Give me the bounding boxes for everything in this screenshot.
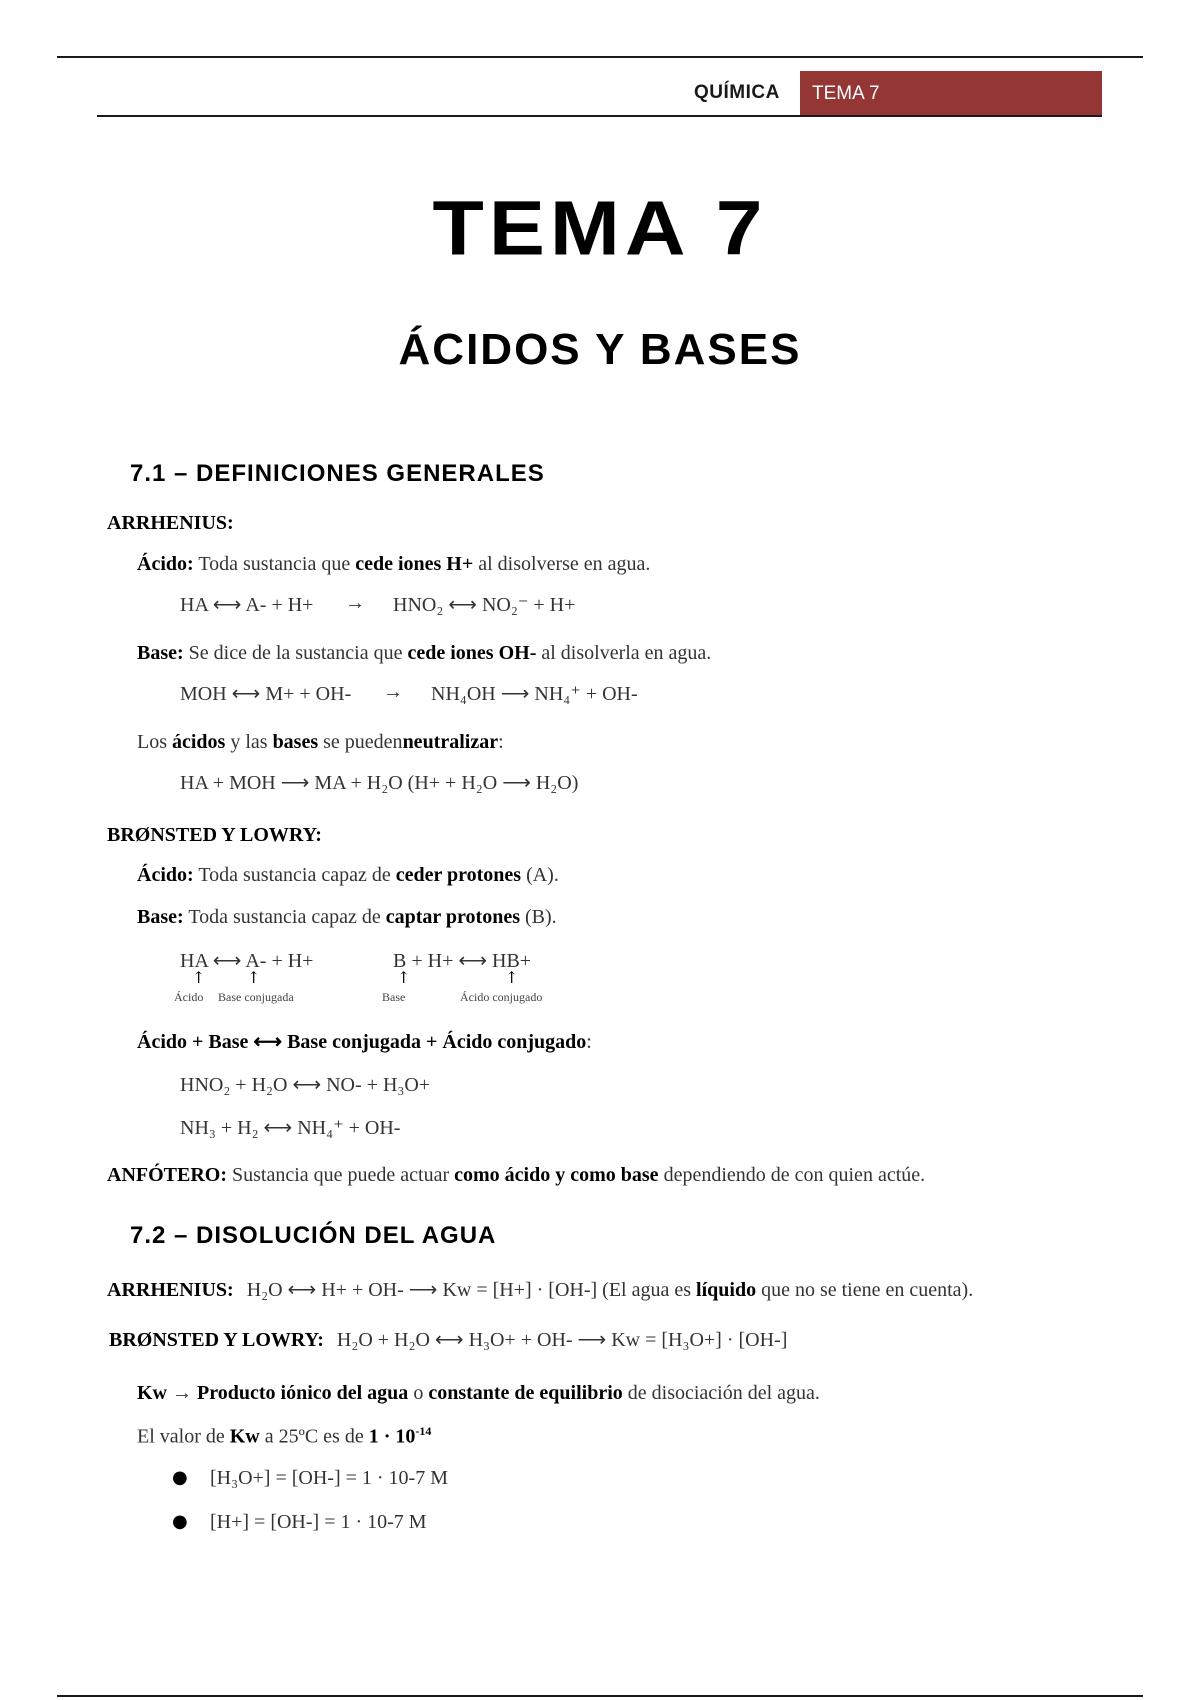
arrow-up-icon: ↑ [247, 968, 261, 987]
note-conjugate-acid: Ácido conjugado [460, 990, 543, 1004]
kw-value: El valor de Kw a 25ºC es de $1 \cdot 10^{-14}$ [137, 1424, 432, 1448]
neutralization-text: Los ácidos y las bases se puedenneutralizar: [137, 731, 504, 753]
page-title: TEMA 7 [432, 184, 768, 272]
arrhenius-base-definition: Base: Se dice de la sustancia que cede iones OH- al disolverla en agua. [137, 642, 712, 664]
arrow: → [345, 592, 365, 614]
arrow-up-icon: ↑ [505, 968, 519, 987]
bronsted-eq-acid: HA ⟷ A- + H+ [180, 950, 314, 972]
section-heading-7-2: 7.2 – DISOLUCIÓN DEL AGUA [130, 1222, 497, 1249]
header-rule [97, 115, 1102, 117]
bullet-item-1: [H₃O+] = [OH-] = 1 · 10-7 M [210, 1467, 448, 1489]
header-tema-tab [800, 71, 1102, 116]
note-base: Base [382, 990, 406, 1004]
note-acid: Ácido [174, 990, 204, 1004]
arrow-up-icon: ↑ [192, 968, 206, 987]
section-heading-7-1: 7.1 – DEFINICIONES GENERALES [130, 460, 545, 487]
arrhenius-acid-formula-1: HA ⟷ A- + H+ [180, 594, 314, 616]
conjugate-summary: Ácido + Base ⟷ Base conjugada + Ácido conjugado: [137, 1031, 592, 1053]
neutralization-formula: HA + MOH ⟶ MA + H₂O (H+ + H₂O ⟶ H₂O) [180, 772, 579, 794]
bullet-item-2: [H+] = [OH-] = 1 · 10-7 M [210, 1511, 427, 1533]
water-bronsted-line: BRØNSTED Y LOWRY: H₂O + H₂O ⟷ H₃O+ + OH- ⟶ Kw = [H₃O+] · [OH-] [109, 1329, 788, 1351]
arrhenius-acid-formula-2: HNO₂ ⟷ NO₂⁻ + H+ [393, 594, 576, 616]
example-formula-2: NH₃ + H₂ ⟷ NH₄⁺ + OH- [180, 1117, 401, 1139]
bronsted-label: BRØNSTED Y LOWRY: [107, 824, 322, 846]
arrow-up-icon: ↑ [397, 968, 411, 987]
page-subtitle: ÁCIDOS Y BASES [398, 325, 802, 374]
header-subject: QUÍMICA [694, 82, 780, 103]
arrhenius-acid-definition: Ácido: Toda sustancia que cede iones H+ al disolverse en agua. [137, 553, 651, 575]
arrhenius-base-formula-1: MOH ⟷ M+ + OH- [180, 683, 352, 705]
bottom-rule [57, 1695, 1143, 1697]
acid-label: Ácido: [137, 553, 194, 575]
kw-definition: Kw → Producto iónico del agua o constante de equilibrio de disociación del agua. [137, 1382, 820, 1404]
arrhenius-base-formula-2: NH₄OH ⟶ NH₄⁺ + OH- [431, 683, 638, 705]
note-conjugate-base: Base conjugada [218, 990, 294, 1004]
example-formula-1: HNO₂ + H₂O ⟷ NO- + H₃O+ [180, 1074, 431, 1096]
anfotero-definition: ANFÓTERO: Sustancia que puede actuar como ácido y como base dependiendo de con quien actúe. [107, 1164, 926, 1186]
bullet-icon: ● [172, 1511, 188, 1532]
arrhenius-label: ARRHENIUS: [107, 512, 234, 534]
bronsted-base-definition: Base: Toda sustancia capaz de captar protones (B). [137, 906, 557, 928]
header-tema-label: TEMA 7 [812, 83, 880, 104]
arrow: → [383, 681, 403, 703]
bronsted-eq-base: B + H+ ⟷ HB+ [393, 950, 532, 972]
bullet-icon: ● [172, 1467, 188, 1488]
bronsted-acid-definition: Ácido: Toda sustancia capaz de ceder protones (A). [137, 864, 559, 886]
water-arrhenius-line: ARRHENIUS: H₂O ⟷ H+ + OH- ⟶ Kw = [H+] · [OH-] (El agua es líquido que no se tiene en cuenta). [107, 1279, 974, 1301]
top-rule [57, 56, 1143, 58]
base-label: Base: [137, 642, 184, 664]
